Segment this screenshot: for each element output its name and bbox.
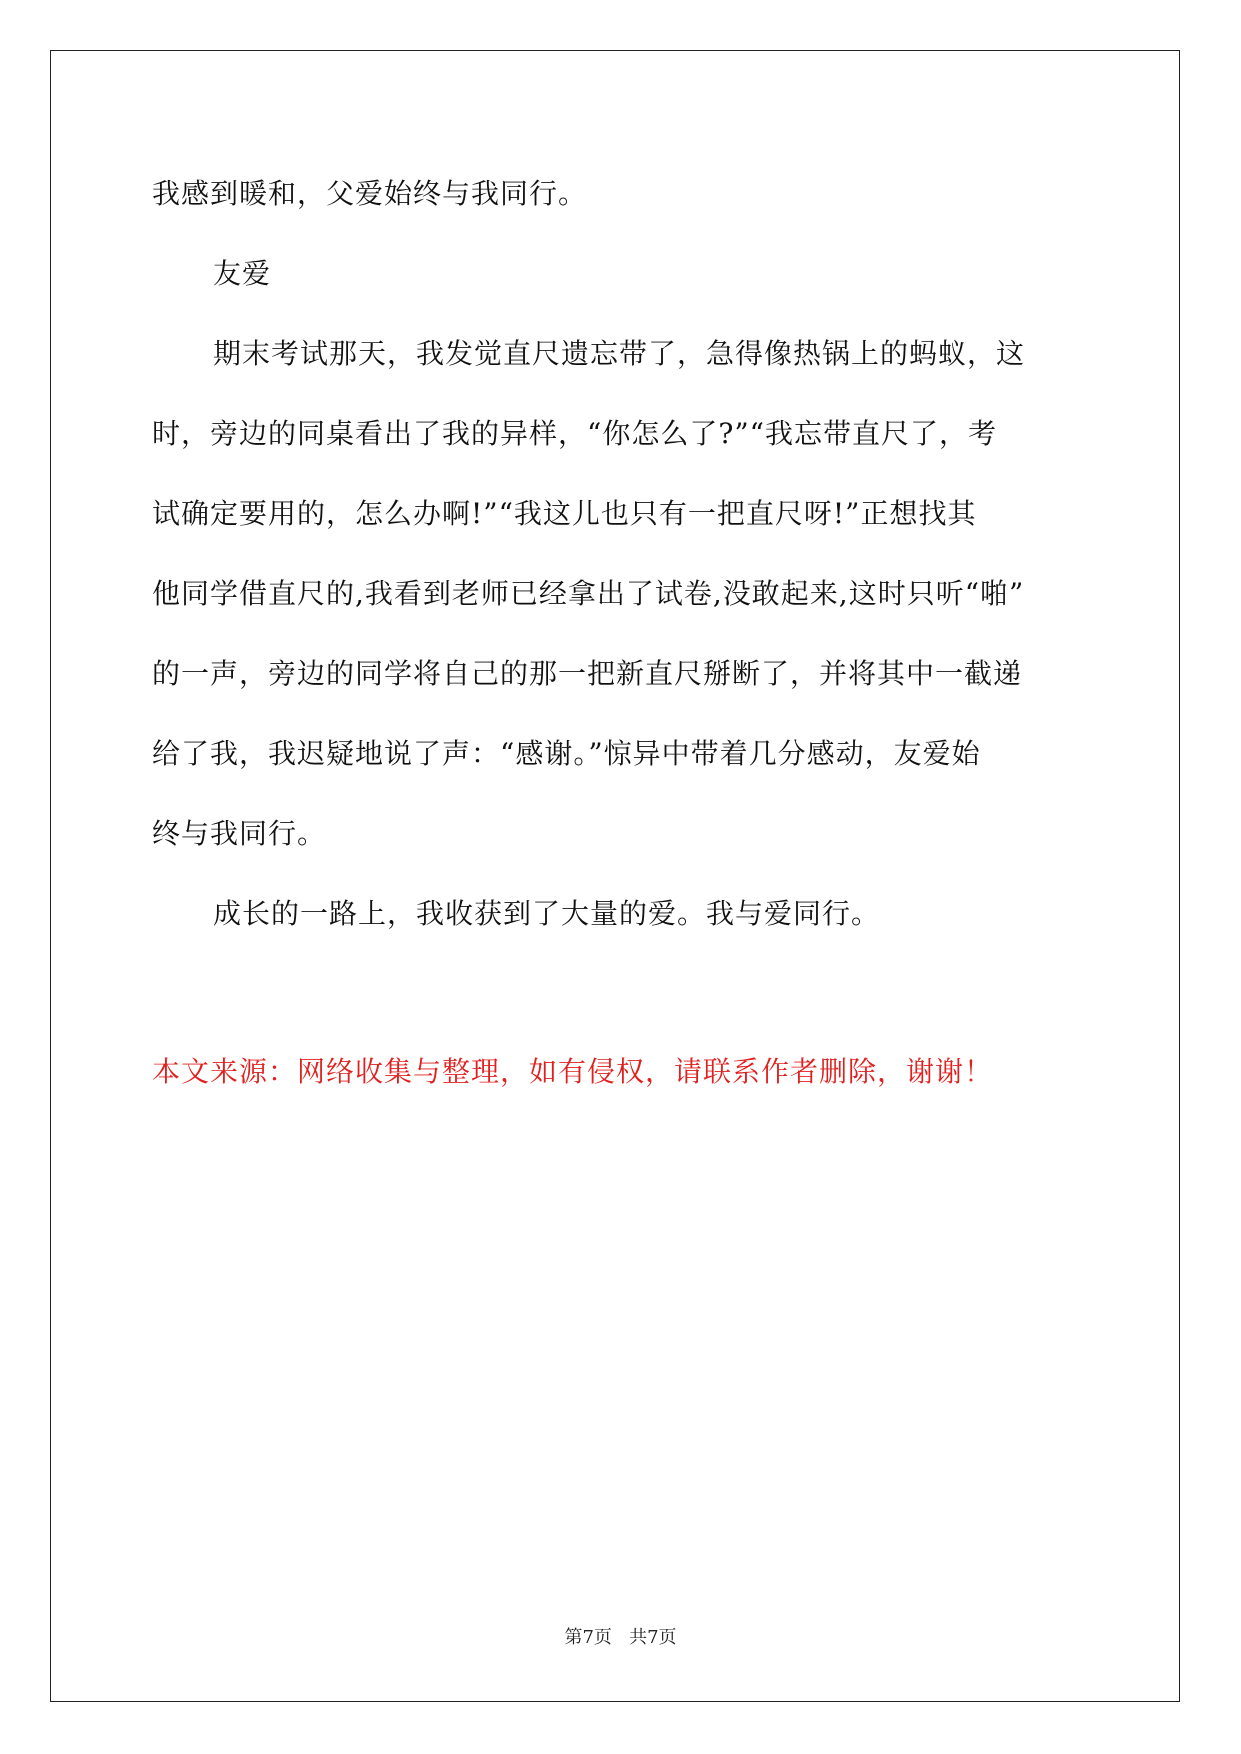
- page-border: [50, 50, 1180, 1702]
- paragraph-line: 试确定要用的，怎么办啊!”“我这儿也只有一把直尺呀!”正想找其: [152, 497, 977, 530]
- page-number-total: 共7页: [629, 1627, 677, 1648]
- paragraph-line: 给了我，我迟疑地说了声：“感谢。”惊异中带着几分感动，友爱始: [152, 737, 981, 770]
- paragraph-line: 的一声，旁边的同学将自己的那一把新直尺掰断了，并将其中一截递: [152, 657, 1023, 690]
- paragraph-line: 终与我同行。: [152, 817, 327, 850]
- paragraph-line: 他同学借直尺的,我看到老师已经拿出了试卷,没敢起来,这时只听“啪”: [152, 577, 1025, 610]
- page-number-current: 第7页: [564, 1627, 612, 1648]
- paragraph-line: 我感到暖和，父爱始终与我同行。: [152, 177, 588, 210]
- paragraph-line: 时，旁边的同桌看出了我的异样，“你怎么了?”“我忘带直尺了，考: [152, 417, 997, 450]
- paragraph-line: 成长的一路上，我收获到了大量的爱。我与爱同行。: [213, 897, 881, 930]
- page-footer: [0, 1626, 1241, 1650]
- paragraph-line: 期末考试那天，我发觉直尺遗忘带了，急得像热锅上的蚂蚁，这: [213, 337, 1026, 370]
- source-notice: 本文来源：网络收集与整理，如有侵权，请联系作者删除，谢谢！: [152, 1055, 994, 1088]
- section-heading: 友爱: [213, 257, 272, 290]
